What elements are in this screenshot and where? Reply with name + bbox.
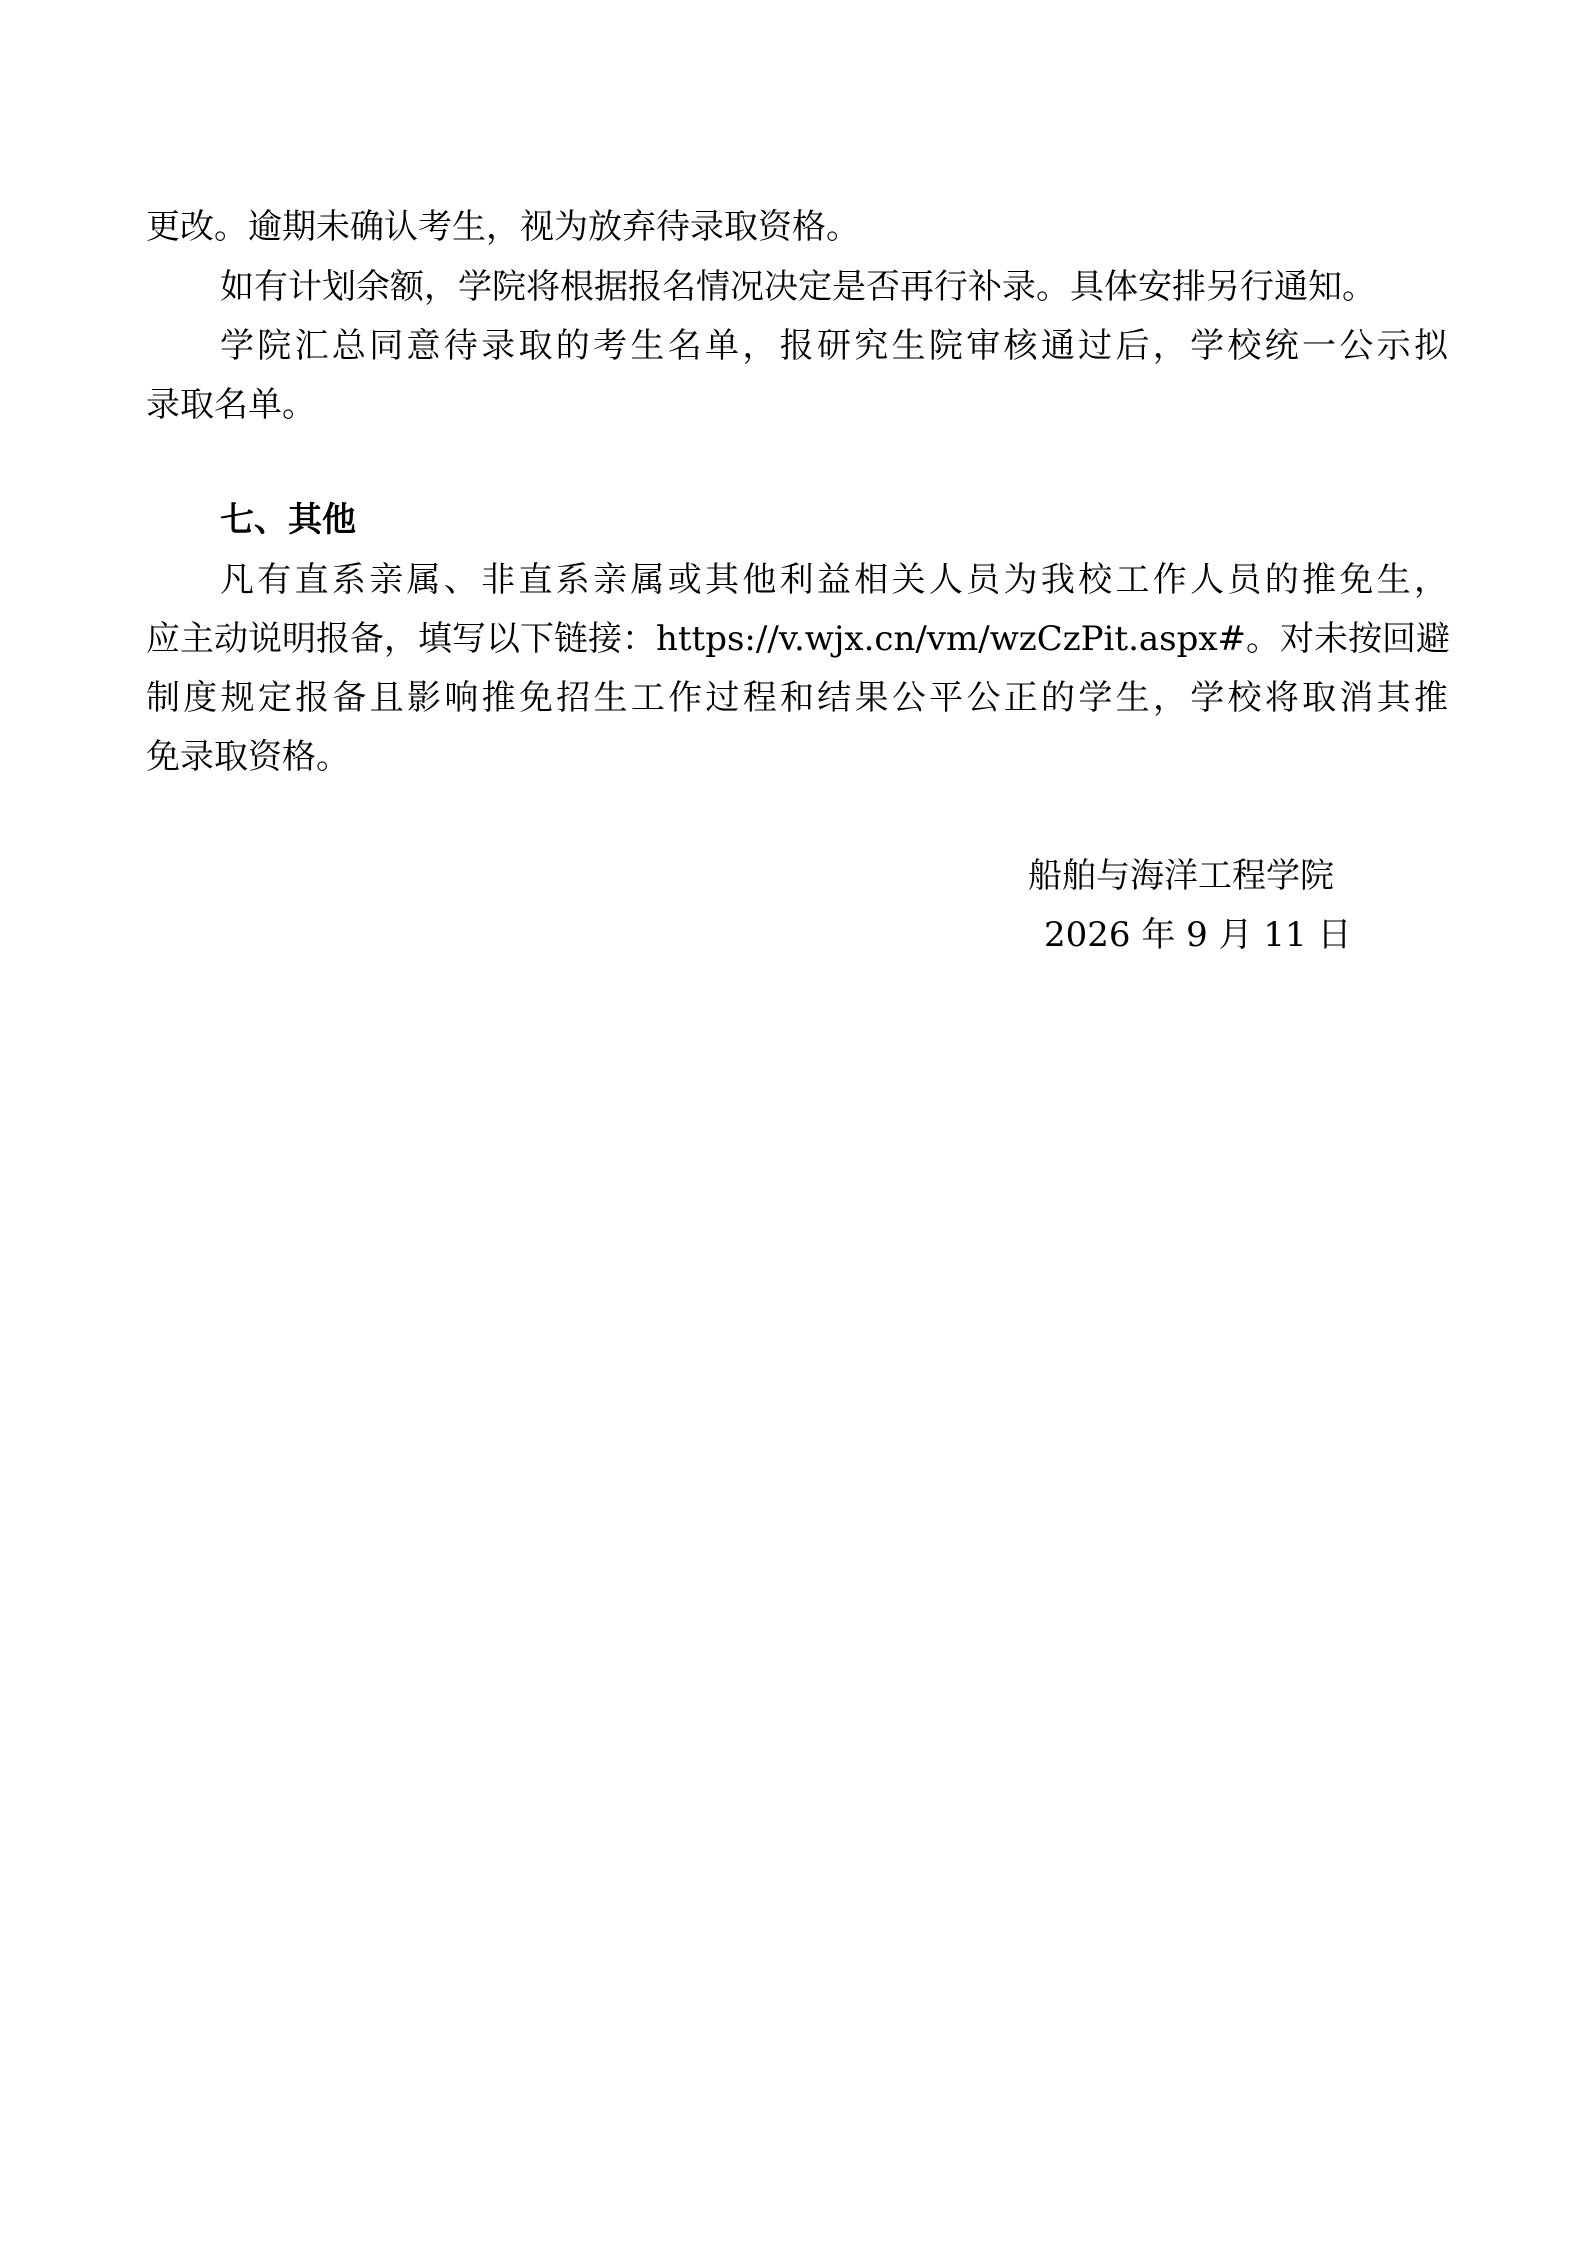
other-line-4: 免录取资格。 (146, 737, 350, 777)
supplement-line-1: 如有计划余额，学院将根据报名情况决定是否再行补录。具体安排另行通知。 (220, 267, 1376, 307)
other-line-2: 应主动说明报备，填写以下链接：https://v.wjx.cn/vm/wzCzPit.aspx#。对未按回避 (146, 619, 1451, 659)
signature-organization: 船舶与海洋工程学院 (1028, 856, 1334, 896)
other-line-1: 凡有直系亲属、非直系亲属或其他利益相关人员为我校工作人员的推免生， (220, 560, 1448, 600)
other-line-3: 制度规定报备且影响推免招生工作过程和结果公平公正的学生，学校将取消其推 (146, 678, 1448, 718)
continuation-line-1: 更改。逾期未确认考生，视为放弃待录取资格。 (146, 207, 860, 247)
summary-line-1: 学院汇总同意待录取的考生名单，报研究生院审核通过后，学校统一公示拟 (220, 326, 1448, 366)
summary-line-2: 录取名单。 (146, 385, 316, 425)
signature-date: 2026 年 9 月 11 日 (1044, 915, 1352, 955)
section-heading-other: 七、其他 (220, 500, 356, 540)
